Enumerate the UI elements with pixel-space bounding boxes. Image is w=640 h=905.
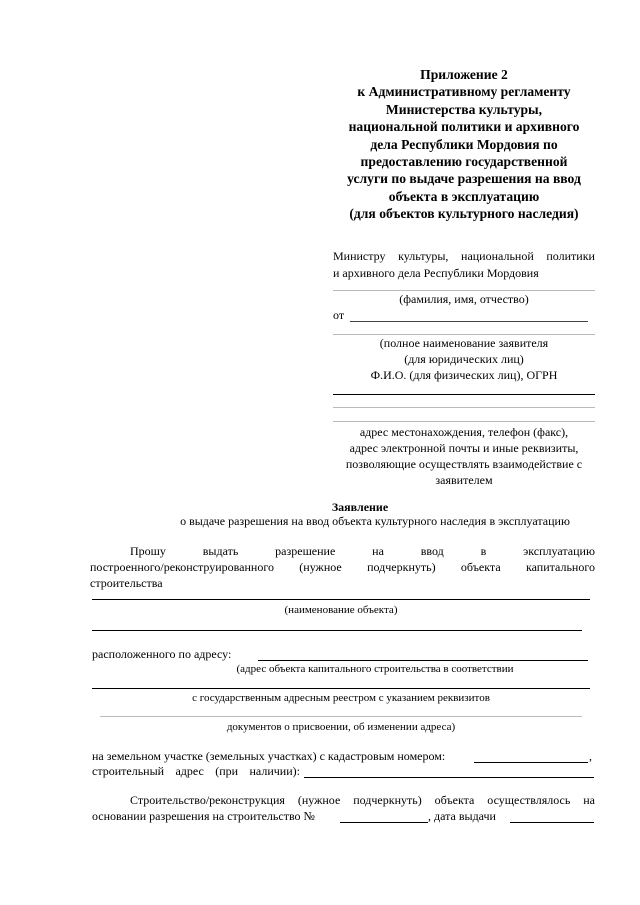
request-word: (нужное (299, 560, 342, 574)
request-word: ввод (420, 544, 444, 558)
permit-label: основании разрешения на строительство № (92, 809, 315, 823)
address-caption-3: документов о присвоении, об изменении адреса) (226, 721, 456, 733)
permit-line-1 (130, 793, 595, 808)
issue-date-label: , дата выдачи (428, 809, 496, 823)
build-address-word: наличии): (249, 764, 300, 778)
build-address-word: строительный (92, 764, 165, 778)
permit-word: подчеркнуть) (353, 793, 422, 807)
object-name-line[interactable] (92, 599, 590, 600)
permit-word: объекта (434, 793, 475, 807)
addressee-word: национальной (461, 249, 534, 263)
build-address-label (92, 764, 300, 779)
appendix-line: предоставлению государственной (360, 154, 568, 170)
address-line-2[interactable] (92, 688, 590, 689)
appendix-line: Приложение 2 (420, 67, 508, 82)
appendix-line: Министерства культуры, (385, 101, 543, 117)
appendix-line: дела Республики Мордовия по (370, 136, 558, 152)
appendix-line: (для объектов культурного наследия) (349, 206, 579, 222)
addressee-word: культуры, (398, 249, 449, 263)
statement-subtitle: о выдаче разрешения на ввод объекта культурного наследия в эксплуатацию (180, 514, 570, 528)
addressee-word: политики (546, 249, 595, 263)
appendix-header (333, 66, 595, 223)
request-line-3: строительства (90, 576, 163, 590)
build-address-word: (при (215, 764, 239, 778)
land-label: на земельном участке (земельных участках) с кадастровым номером: (92, 749, 446, 763)
statement-title: Заявление (331, 500, 389, 514)
address-caption-2: с государственным адресным реестром с указанием реквизитов (192, 692, 490, 704)
permit-word: (нужное (297, 793, 341, 807)
request-word: выдать (202, 544, 239, 558)
applicant-line-3[interactable] (333, 407, 595, 408)
addressee-word: Министру (333, 249, 386, 263)
request-word: в (480, 544, 487, 558)
request-word: Прошу (130, 544, 166, 558)
from-label: от (333, 308, 345, 322)
permit-number-line[interactable] (340, 822, 428, 823)
build-address-line[interactable] (304, 777, 594, 778)
request-line-2 (90, 560, 595, 575)
land-comma: , (589, 749, 592, 763)
address-line-3[interactable] (100, 716, 582, 717)
contacts-caption: адрес местонахождения, телефон (факс), адрес электронной почты и иные реквизиты, позволяющие осуществлять взаимодействие с заявителем (345, 425, 583, 487)
addressee-line-1 (333, 248, 595, 265)
located-label: расположенного по адресу: (92, 647, 232, 661)
object-caption: (наименование объекта) (284, 604, 398, 616)
appendix-line: национальной политики и архивного (348, 119, 580, 135)
permit-word: Строительство/реконструкция (130, 793, 285, 807)
appendix-line: объекта в эксплуатацию (388, 188, 540, 204)
permit-word: на (583, 793, 595, 807)
build-address-word: адрес (175, 764, 204, 778)
applicant-caption: (полное наименование заявителя (для юридических лиц) Ф.И.О. (для физических лиц), ОГРН (370, 336, 558, 382)
request-word: капитального (525, 560, 595, 574)
request-word: объекта (460, 560, 501, 574)
object-name-line-2[interactable] (92, 630, 582, 631)
request-line-1 (130, 544, 595, 559)
addressee-block (333, 248, 595, 282)
appendix-line: к Административному регламенту (357, 84, 571, 100)
from-line[interactable] (350, 321, 588, 322)
cadastral-number-line[interactable] (474, 762, 588, 763)
fio-caption: (фамилия, имя, отчество) (399, 292, 529, 306)
request-word: эксплуатацию (523, 544, 595, 558)
applicant-line-2[interactable] (333, 394, 595, 395)
address-caption-1: (адрес объекта капитального строительства в соответствии (236, 663, 514, 675)
request-word: построенного/реконструированного (90, 560, 274, 574)
issue-date-line[interactable] (510, 822, 594, 823)
permit-word: осуществлялось (487, 793, 571, 807)
appendix-line: услуги по выдаче разрешения на ввод (347, 171, 581, 187)
contacts-line[interactable] (333, 421, 595, 422)
request-word: на (372, 544, 384, 558)
request-word: разрешение (275, 544, 336, 558)
request-word: подчеркнуть) (367, 560, 436, 574)
addressee-line-2: и архивного дела Республики Мордовия (333, 266, 539, 280)
